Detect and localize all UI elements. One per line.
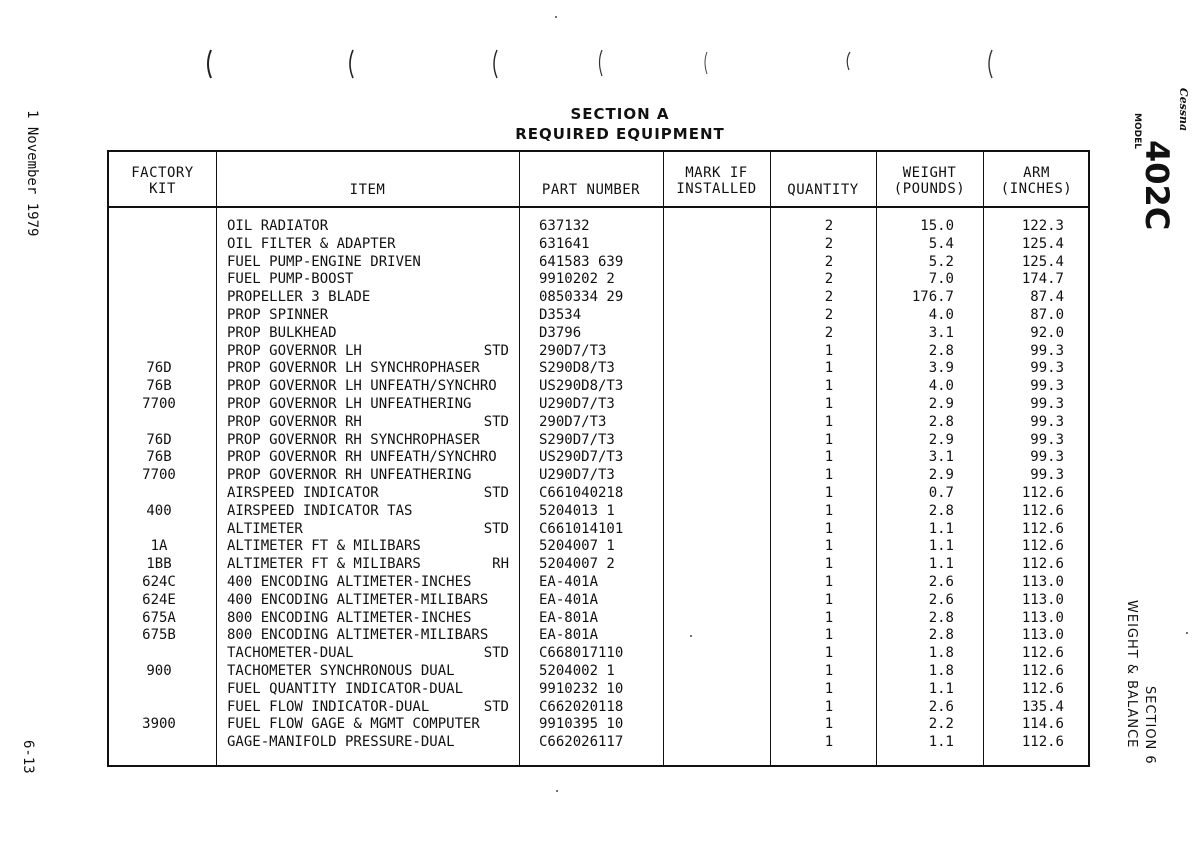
part-number-cell: 5204007 1 xyxy=(539,538,615,555)
table-row xyxy=(109,538,1088,556)
weight-cell: 1.8 xyxy=(928,645,954,662)
factory-kit-cell: 400 xyxy=(146,502,172,519)
arm-cell: 87.0 xyxy=(1030,306,1064,323)
equipment-table xyxy=(107,150,1090,767)
header-text: FACTORY xyxy=(131,165,194,181)
quantity-cell: 1 xyxy=(824,467,834,484)
factory-kit-cell: 76D xyxy=(146,360,172,377)
arm-cell: 135.4 xyxy=(1021,698,1064,715)
table-row xyxy=(109,396,1088,414)
table-row xyxy=(109,734,1088,752)
quantity-cell: 1 xyxy=(824,609,834,626)
quantity-cell: 1 xyxy=(824,360,834,377)
table-row xyxy=(109,378,1088,396)
header-text: INSTALLED xyxy=(676,181,757,197)
part-number-cell: EA-801A xyxy=(539,609,599,626)
part-number-cell: C668017110 xyxy=(539,645,624,662)
header-text: QUANTITY xyxy=(787,182,859,198)
weight-cell: 2.2 xyxy=(928,716,954,733)
header-text: (POUNDS) xyxy=(893,181,966,197)
factory-kit-cell: 7700 xyxy=(142,395,176,412)
table-row xyxy=(109,360,1088,378)
model-number: 402C xyxy=(1138,140,1176,231)
arm-cell: 112.6 xyxy=(1021,645,1064,662)
binder-hole-mark xyxy=(489,48,501,80)
header-factory-kit xyxy=(109,165,216,197)
page-date: 1 November 1979 xyxy=(24,110,40,237)
quantity-cell: 1 xyxy=(824,378,834,395)
quantity-cell: 1 xyxy=(824,395,834,412)
weight-cell: 3.1 xyxy=(928,324,954,341)
table-row xyxy=(109,485,1088,503)
weight-cell: 1.8 xyxy=(928,662,954,679)
table-row xyxy=(109,432,1088,450)
factory-kit-cell: 3900 xyxy=(142,716,176,733)
quantity-cell: 1 xyxy=(824,556,834,573)
item-cell: FUEL FLOW GAGE & MGMT COMPUTER xyxy=(227,716,480,733)
item-cell: FUEL PUMP-ENGINE DRIVEN xyxy=(227,253,421,270)
item-cell: PROP GOVERNOR RH UNFEATHERING xyxy=(227,467,472,484)
weight-cell: 1.1 xyxy=(928,556,954,573)
item-cell: PROP GOVERNOR RH SYNCHROPHASER xyxy=(227,431,480,448)
item-cell: 800 ENCODING ALTIMETER-MILIBARS xyxy=(227,627,489,644)
arm-cell: 125.4 xyxy=(1021,253,1064,270)
item-cell: ALTIMETER xyxy=(227,520,303,537)
table-row xyxy=(109,627,1088,645)
table-row xyxy=(109,645,1088,663)
quantity-cell: 1 xyxy=(824,520,834,537)
header-arm xyxy=(983,165,1090,197)
weight-cell: 2.6 xyxy=(928,591,954,608)
weight-cell: 2.8 xyxy=(928,609,954,626)
std-marker-cell: STD xyxy=(483,342,509,359)
table-body xyxy=(109,218,1088,752)
quantity-cell: 2 xyxy=(824,271,834,288)
table-row xyxy=(109,610,1088,628)
arm-cell: 113.0 xyxy=(1021,627,1064,644)
std-marker-cell: RH xyxy=(492,556,509,573)
item-cell: PROP GOVERNOR LH xyxy=(227,342,362,359)
part-number-cell: S290D7/T3 xyxy=(539,431,615,448)
weight-cell: 4.0 xyxy=(928,378,954,395)
table-row xyxy=(109,716,1088,734)
part-number-cell: 9910395 10 xyxy=(539,716,624,733)
factory-kit-cell: 675B xyxy=(142,627,176,644)
part-number-cell: 290D7/T3 xyxy=(539,413,607,430)
table-row xyxy=(109,271,1088,289)
quantity-cell: 1 xyxy=(824,484,834,501)
table-row xyxy=(109,592,1088,610)
arm-cell: 112.6 xyxy=(1021,556,1064,573)
arm-cell: 99.3 xyxy=(1030,449,1064,466)
weight-cell: 1.1 xyxy=(928,520,954,537)
quantity-cell: 2 xyxy=(824,253,834,270)
header-text: ITEM xyxy=(349,182,386,198)
binder-hole-mark xyxy=(984,48,996,80)
item-cell: FUEL PUMP-BOOST xyxy=(227,271,354,288)
table-row xyxy=(109,663,1088,681)
arm-cell: 113.0 xyxy=(1021,609,1064,626)
arm-cell: 112.6 xyxy=(1021,502,1064,519)
header-text: PART NUMBER xyxy=(541,182,641,198)
section-label xyxy=(1122,600,1158,765)
arm-cell: 92.0 xyxy=(1030,324,1064,341)
item-cell: 800 ENCODING ALTIMETER-INCHES xyxy=(227,609,472,626)
std-marker-cell: STD xyxy=(483,484,509,501)
factory-kit-cell: 624E xyxy=(142,591,176,608)
quantity-cell: 2 xyxy=(824,218,834,234)
arm-cell: 112.6 xyxy=(1021,662,1064,679)
weight-cell: 2.6 xyxy=(928,698,954,715)
item-cell: PROP BULKHEAD xyxy=(227,324,337,341)
table-row xyxy=(109,307,1088,325)
item-cell: PROP SPINNER xyxy=(227,306,329,323)
item-cell: ALTIMETER FT & MILIBARS xyxy=(227,538,421,555)
table-row xyxy=(109,503,1088,521)
part-number-cell: 5204002 1 xyxy=(539,662,615,679)
weight-cell: 2.9 xyxy=(928,431,954,448)
binder-hole-mark xyxy=(842,48,854,80)
weight-cell: 5.4 xyxy=(928,235,954,252)
arm-cell: 112.6 xyxy=(1021,734,1064,751)
part-number-cell: D3534 xyxy=(539,306,582,323)
table-row xyxy=(109,254,1088,272)
item-cell: TACHOMETER SYNCHRONOUS DUAL xyxy=(227,662,455,679)
std-marker-cell: STD xyxy=(483,413,509,430)
quantity-cell: 1 xyxy=(824,431,834,448)
header-text: KIT xyxy=(149,181,176,197)
weight-cell: 7.0 xyxy=(928,271,954,288)
item-cell: PROPELLER 3 BLADE xyxy=(227,289,371,306)
table-row xyxy=(109,574,1088,592)
part-number-cell: 9910232 10 xyxy=(539,680,624,697)
quantity-cell: 1 xyxy=(824,342,834,359)
arm-cell: 112.6 xyxy=(1021,520,1064,537)
quantity-cell: 1 xyxy=(824,662,834,679)
arm-cell: 99.3 xyxy=(1030,467,1064,484)
table-row xyxy=(109,681,1088,699)
item-cell: PROP GOVERNOR LH UNFEATH/SYNCHRO xyxy=(227,378,497,395)
part-number-cell: 9910202 2 xyxy=(539,271,615,288)
arm-cell: 99.3 xyxy=(1030,360,1064,377)
binder-hole-mark xyxy=(345,48,357,80)
part-number-cell: C662026117 xyxy=(539,734,624,751)
factory-kit-cell: 1BB xyxy=(146,556,172,573)
factory-kit-cell: 675A xyxy=(142,609,176,626)
header-divider xyxy=(109,206,1088,208)
part-number-cell: EA-801A xyxy=(539,627,599,644)
arm-cell: 99.3 xyxy=(1030,395,1064,412)
item-cell: TACHOMETER-DUAL xyxy=(227,645,354,662)
part-number-cell: 637132 xyxy=(539,218,590,234)
arm-cell: 122.3 xyxy=(1021,218,1064,234)
header-part-number xyxy=(519,182,663,198)
factory-kit-cell: 900 xyxy=(146,662,172,679)
arm-cell: 99.3 xyxy=(1030,342,1064,359)
item-cell: PROP GOVERNOR LH SYNCHROPHASER xyxy=(227,360,480,377)
table-row xyxy=(109,236,1088,254)
page-subtitle: REQUIRED EQUIPMENT xyxy=(515,125,725,143)
quantity-cell: 1 xyxy=(824,538,834,555)
table-row xyxy=(109,521,1088,539)
part-number-cell: C661040218 xyxy=(539,484,624,501)
model-label: MODEL xyxy=(1132,113,1142,149)
part-number-cell: 631641 xyxy=(539,235,590,252)
factory-kit-cell: 76B xyxy=(146,449,172,466)
item-cell: AIRSPEED INDICATOR TAS xyxy=(227,502,413,519)
header-weight xyxy=(876,165,983,197)
item-cell: 400 ENCODING ALTIMETER-MILIBARS xyxy=(227,591,489,608)
speck xyxy=(555,16,557,18)
weight-cell: 3.1 xyxy=(928,449,954,466)
item-cell: 400 ENCODING ALTIMETER-INCHES xyxy=(227,573,472,590)
arm-cell: 112.6 xyxy=(1021,538,1064,555)
table-row xyxy=(109,556,1088,574)
part-number-cell: C662020118 xyxy=(539,698,624,715)
item-cell: OIL FILTER & ADAPTER xyxy=(227,235,396,252)
arm-cell: 113.0 xyxy=(1021,591,1064,608)
arm-cell: 174.7 xyxy=(1021,271,1064,288)
table-row xyxy=(109,467,1088,485)
quantity-cell: 2 xyxy=(824,306,834,323)
arm-cell: 99.3 xyxy=(1030,413,1064,430)
weight-cell: 4.0 xyxy=(928,306,954,323)
part-number-cell: EA-401A xyxy=(539,573,599,590)
std-marker-cell: STD xyxy=(483,645,509,662)
header-text: MARK IF xyxy=(685,165,748,181)
factory-kit-cell: 76D xyxy=(146,431,172,448)
weight-cell: 2.9 xyxy=(928,395,954,412)
part-number-cell: U290D7/T3 xyxy=(539,395,615,412)
weight-cell: 1.1 xyxy=(928,734,954,751)
quantity-cell: 2 xyxy=(824,289,834,306)
arm-cell: 113.0 xyxy=(1021,573,1064,590)
weight-cell: 2.9 xyxy=(928,467,954,484)
weight-cell: 2.8 xyxy=(928,342,954,359)
header-mark-if-installed xyxy=(663,165,770,197)
weight-cell: 3.9 xyxy=(928,360,954,377)
arm-cell: 99.3 xyxy=(1030,378,1064,395)
table-row xyxy=(109,343,1088,361)
item-cell: FUEL QUANTITY INDICATOR-DUAL xyxy=(227,680,464,697)
item-cell: OIL RADIATOR xyxy=(227,218,329,234)
section-name: WEIGHT & BALANCE xyxy=(1124,600,1139,749)
binder-hole-mark xyxy=(203,48,215,80)
page-title: SECTION A xyxy=(570,105,670,123)
quantity-cell: 1 xyxy=(824,449,834,466)
part-number-cell: D3796 xyxy=(539,324,582,341)
weight-cell: 15.0 xyxy=(920,218,954,234)
quantity-cell: 1 xyxy=(824,502,834,519)
factory-kit-cell: 7700 xyxy=(142,467,176,484)
std-marker-cell: STD xyxy=(483,698,509,715)
arm-cell: 112.6 xyxy=(1021,484,1064,501)
item-cell: GAGE-MANIFOLD PRESSURE-DUAL xyxy=(227,734,455,751)
header-text: WEIGHT xyxy=(902,165,957,181)
arm-cell: 114.6 xyxy=(1021,716,1064,733)
item-cell: PROP GOVERNOR RH UNFEATH/SYNCHRO xyxy=(227,449,497,466)
std-marker-cell: STD xyxy=(483,520,509,537)
table-row xyxy=(109,414,1088,432)
quantity-cell: 1 xyxy=(824,734,834,751)
item-cell: FUEL FLOW INDICATOR-DUAL xyxy=(227,698,430,715)
binder-hole-mark xyxy=(700,48,712,80)
section-number: SECTION 6 xyxy=(1142,686,1157,765)
page-number: 6-13 xyxy=(20,740,36,774)
part-number-cell: 641583 639 xyxy=(539,253,624,270)
quantity-cell: 1 xyxy=(824,413,834,430)
part-number-cell: US290D8/T3 xyxy=(539,378,624,395)
weight-cell: 2.8 xyxy=(928,413,954,430)
part-number-cell: 290D7/T3 xyxy=(539,342,607,359)
header-text: (INCHES) xyxy=(1000,181,1073,197)
binder-hole-mark xyxy=(594,48,606,80)
quantity-cell: 1 xyxy=(824,680,834,697)
item-cell: PROP GOVERNOR LH UNFEATHERING xyxy=(227,395,472,412)
arm-cell: 125.4 xyxy=(1021,235,1064,252)
weight-cell: 2.8 xyxy=(928,627,954,644)
part-number-cell: 0850334 29 xyxy=(539,289,624,306)
weight-cell: 1.1 xyxy=(928,538,954,555)
quantity-cell: 2 xyxy=(824,235,834,252)
quantity-cell: 1 xyxy=(824,627,834,644)
quantity-cell: 1 xyxy=(824,645,834,662)
speck xyxy=(1186,632,1188,634)
quantity-cell: 1 xyxy=(824,591,834,608)
part-number-cell: C661014101 xyxy=(539,520,624,537)
quantity-cell: 2 xyxy=(824,324,834,341)
part-number-cell: U290D7/T3 xyxy=(539,467,615,484)
brand-logo: Cessna xyxy=(1177,87,1191,132)
quantity-cell: 1 xyxy=(824,573,834,590)
part-number-cell: US290D7/T3 xyxy=(539,449,624,466)
quantity-cell: 1 xyxy=(824,698,834,715)
header-item xyxy=(216,182,519,198)
part-number-cell: S290D8/T3 xyxy=(539,360,615,377)
part-number-cell: 5204013 1 xyxy=(539,502,615,519)
header-text: ARM xyxy=(1023,165,1050,181)
item-cell: AIRSPEED INDICATOR xyxy=(227,484,379,501)
weight-cell: 0.7 xyxy=(928,484,954,501)
weight-cell: 2.6 xyxy=(928,573,954,590)
table-row xyxy=(109,218,1088,236)
header-quantity xyxy=(770,182,876,198)
factory-kit-cell: 1A xyxy=(150,538,168,555)
weight-cell: 1.1 xyxy=(928,680,954,697)
table-row xyxy=(109,449,1088,467)
factory-kit-cell: 624C xyxy=(142,573,176,590)
table-row xyxy=(109,699,1088,717)
table-row xyxy=(109,325,1088,343)
item-cell: PROP GOVERNOR RH xyxy=(227,413,362,430)
arm-cell: 112.6 xyxy=(1021,680,1064,697)
factory-kit-cell: 76B xyxy=(146,378,172,395)
part-number-cell: EA-401A xyxy=(539,591,599,608)
table-row xyxy=(109,289,1088,307)
weight-cell: 176.7 xyxy=(911,289,954,306)
weight-cell: 2.8 xyxy=(928,502,954,519)
speck xyxy=(556,790,558,792)
weight-cell: 5.2 xyxy=(928,253,954,270)
item-cell: ALTIMETER FT & MILIBARS xyxy=(227,556,421,573)
quantity-cell: 1 xyxy=(824,716,834,733)
arm-cell: 99.3 xyxy=(1030,431,1064,448)
part-number-cell: 5204007 2 xyxy=(539,556,615,573)
arm-cell: 87.4 xyxy=(1030,289,1064,306)
